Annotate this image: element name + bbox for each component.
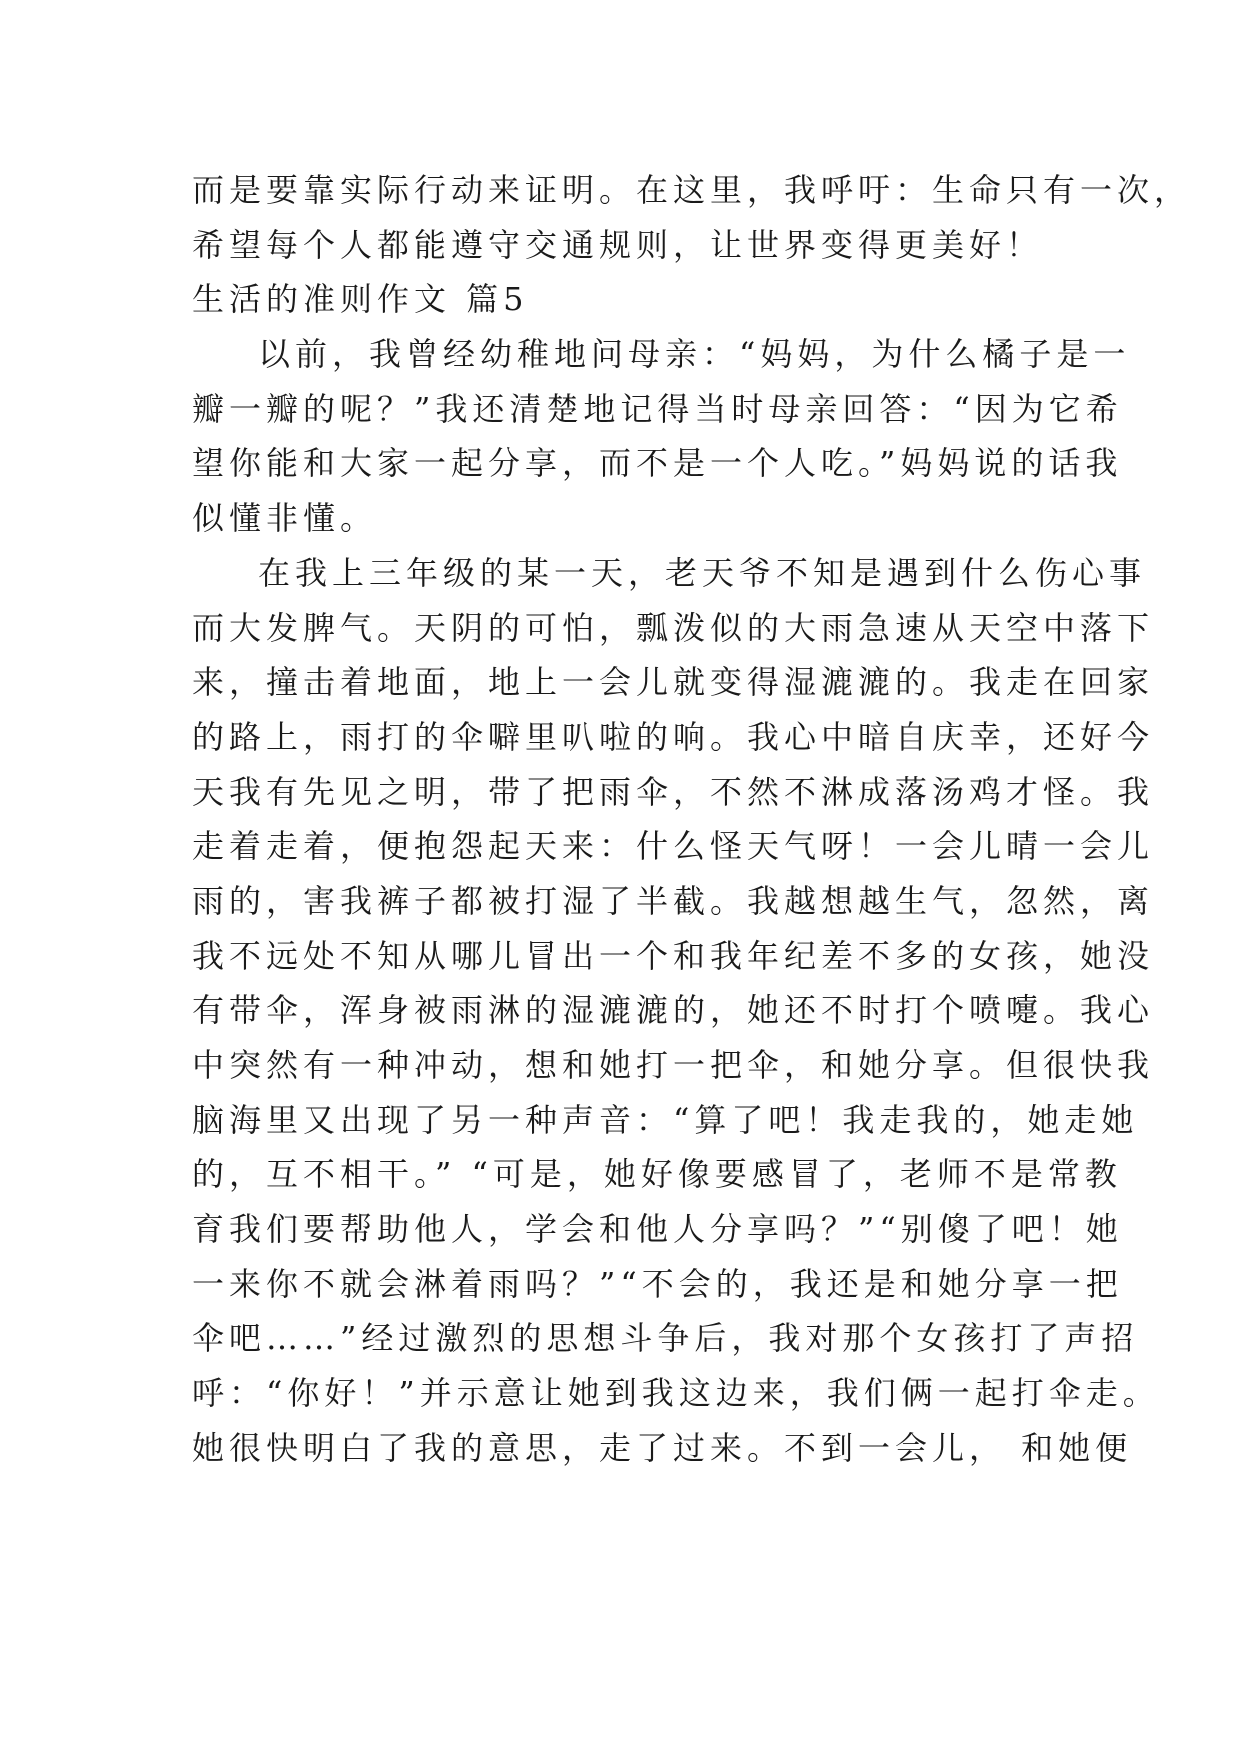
text-line: 我不远处不知从哪儿冒出一个和我年纪差不多的女孩，她没 [192,936,1155,975]
essay-body [192,163,1192,1476]
text-line: 有带伞，浑身被雨淋的湿漉漉的，她还不时打个喷嚏。我心 [192,991,1155,1030]
text-line: 一来你不就会淋着雨吗？”“不会的，我还是和她分享一把 [192,1264,1123,1303]
text-line: 脑海里又出现了另一种声音：“算了吧！我走我的，她走她 [192,1100,1139,1139]
text-line: 以前，我曾经幼稚地问母亲：“妈妈，为什么橘子是一 [258,335,1131,374]
text-line: 而大发脾气。天阴的可怕，瓢泼似的大雨急速从天空中落下 [192,608,1155,647]
text-line: 望你能和大家一起分享，而不是一个人吃。”妈妈说的话我 [192,444,1123,483]
text-line: 而是要靠实际行动来证明。在这里，我呼吁：生命只有一次， [192,171,1192,209]
text-line: 的路上，雨打的伞噼里叭啦的响。我心中暗自庆幸，还好今 [192,717,1155,756]
text-line: 似懂非懂。 [192,499,378,538]
text-line: 希望每个人都能遵守交通规则，让世界变得更美好！ [192,225,1044,264]
text-line: 雨的，害我裤子都被打湿了半截。我越想越生气，忽然，离 [192,881,1155,920]
text-line: 她很快明白了我的意思，走了过来。不到一会儿， 和她便 [192,1428,1133,1467]
text-line: 在我上三年级的某一天，老天爷不知是遇到什么伤心事 [258,553,1147,592]
text-line: 走着走着，便抱怨起天来：什么怪天气呀！一会儿晴一会儿 [192,827,1155,866]
text-line: 中突然有一种冲动，想和她打一把伞，和她分享。但很快我 [192,1046,1155,1084]
text-line: 呼：“你好！”并示意让她到我这边来，我们俩一起打伞走。 [192,1374,1160,1413]
text-line: 的，互不相干。” “可是，她好像要感冒了，老师不是常教 [192,1155,1122,1194]
section-heading: 生活的准则作文 篇5 [192,280,529,319]
text-line: 瓣一瓣的呢？”我还清楚地记得当时母亲回答：“因为它希 [192,389,1123,428]
text-line: 伞吧……”经过激烈的思想斗争后，我对那个女孩打了声招 [192,1319,1139,1358]
text-line: 来，撞击着地面，地上一会儿就变得湿漉漉的。我走在回家 [192,663,1155,702]
text-line: 育我们要帮助他人，学会和他人分享吗？”“别傻了吧！她 [192,1210,1123,1249]
text-line: 天我有先见之明，带了把雨伞，不然不淋成落汤鸡才怪。我 [192,772,1155,811]
